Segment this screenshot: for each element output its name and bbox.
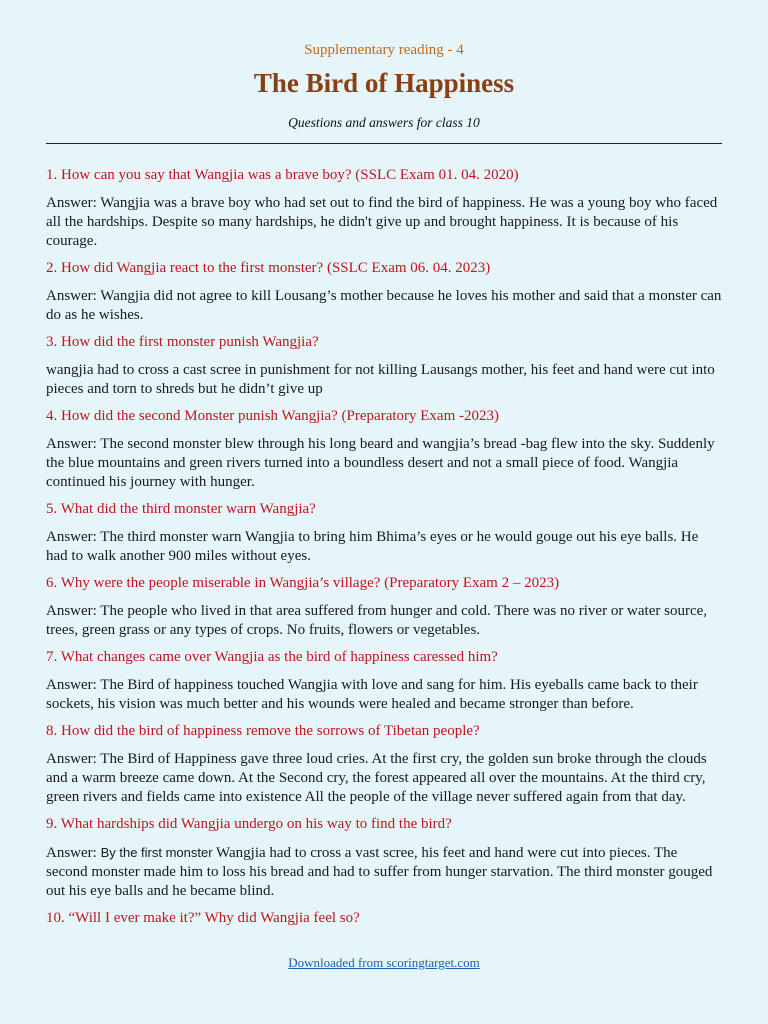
answer-5: Answer: The third monster warn Wangjia to bring him Bhima’s eyes or he would gouge out his eye balls. He had to walk another 900 miles without eyes. [46, 529, 699, 564]
footer [0, 955, 768, 971]
answer-6: Answer: The people who lived in that area suffered from hunger and cold. There was no river or water source, trees, green grass or any types of crops. No fruits, flowers or vegetables. [46, 603, 708, 638]
supplementary-label: Supplementary reading - 4 [304, 42, 464, 58]
question-5: 5. What did the third monster warn Wangjia? [46, 501, 316, 517]
answer-9-sans-text: By the first monster [100, 845, 213, 860]
header-divider [46, 143, 722, 144]
answer-9-rest: Wangjia had to cross a vast scree, his feet and hand were cut into pieces. The second monster made him to loss his bread and had to suffer from hunger starvation. The third monster gouged out his eye balls and he became blind. [46, 845, 713, 899]
question-9: 9. What hardships did Wangjia undergo on his way to find the bird? [46, 816, 452, 832]
download-source-link[interactable]: Downloaded from scoringtarget.com [288, 955, 480, 970]
question-3: 3. How did the first monster punish Wangjia? [46, 334, 319, 350]
answer-9-prefix: Answer: [46, 845, 101, 861]
answer-9 [46, 843, 722, 901]
page-title: The Bird of Happiness [253, 68, 515, 98]
question-4: 4. How did the second Monster punish Wangjia? (Preparatory Exam -2023) [46, 408, 499, 424]
question-7: 7. What changes came over Wangjia as the bird of happiness caressed him? [46, 649, 498, 665]
answer-7: Answer: The Bird of happiness touched Wangjia with love and sang for him. His eyeballs came back to their sockets, his vision was much better and his wounds were healed and became stronger than before. [46, 677, 698, 712]
answer-4: Answer: The second monster blew through his long beard and wangjia’s bread -bag flew into the sky. Suddenly the blue mountains and green rivers turned into a boundless desert and not a small piece of food. Wangjia continued his journey with hunger. [46, 436, 715, 490]
answer-1: Answer: Wangjia was a brave boy who had set out to find the bird of happiness. He was a young boy who faced all the hardships. Despite so many hardships, he didn't give up and brought happiness. It is because of his courage. [46, 195, 718, 249]
question-2: 2. How did Wangjia react to the first monster? (SSLC Exam 06. 04. 2023) [46, 260, 491, 276]
answer-3: wangjia had to cross a cast scree in punishment for not killing Lausangs mother, his feet and hand were cut into pieces and torn to shreds but he didn’t give up [46, 362, 715, 397]
answer-8: Answer: The Bird of Happiness gave three loud cries. At the first cry, the golden sun broke through the clouds and a warm breeze came down. At the Second cry, the forest appeared all over the mountains. At the third cry, green rivers and fields came into existence All the people of the village never suffered again from that day. [46, 751, 707, 805]
question-8: 8. How did the bird of happiness remove the sorrows of Tibetan people? [46, 723, 480, 739]
answer-2: Answer: Wangjia did not agree to kill Lousang’s mother because he loves his mother and said that a monster can do as he wishes. [46, 288, 722, 323]
question-1: 1. How can you say that Wangjia was a brave boy? (SSLC Exam 01. 04. 2020) [46, 167, 519, 183]
qa-list [46, 166, 722, 937]
page-subtitle: Questions and answers for class 10 [288, 115, 480, 130]
question-10: 10. “Will I ever make it?” Why did Wangjia feel so? [46, 910, 360, 926]
question-6: 6. Why were the people miserable in Wangjia’s village? (Preparatory Exam 2 – 2023) [46, 575, 560, 591]
